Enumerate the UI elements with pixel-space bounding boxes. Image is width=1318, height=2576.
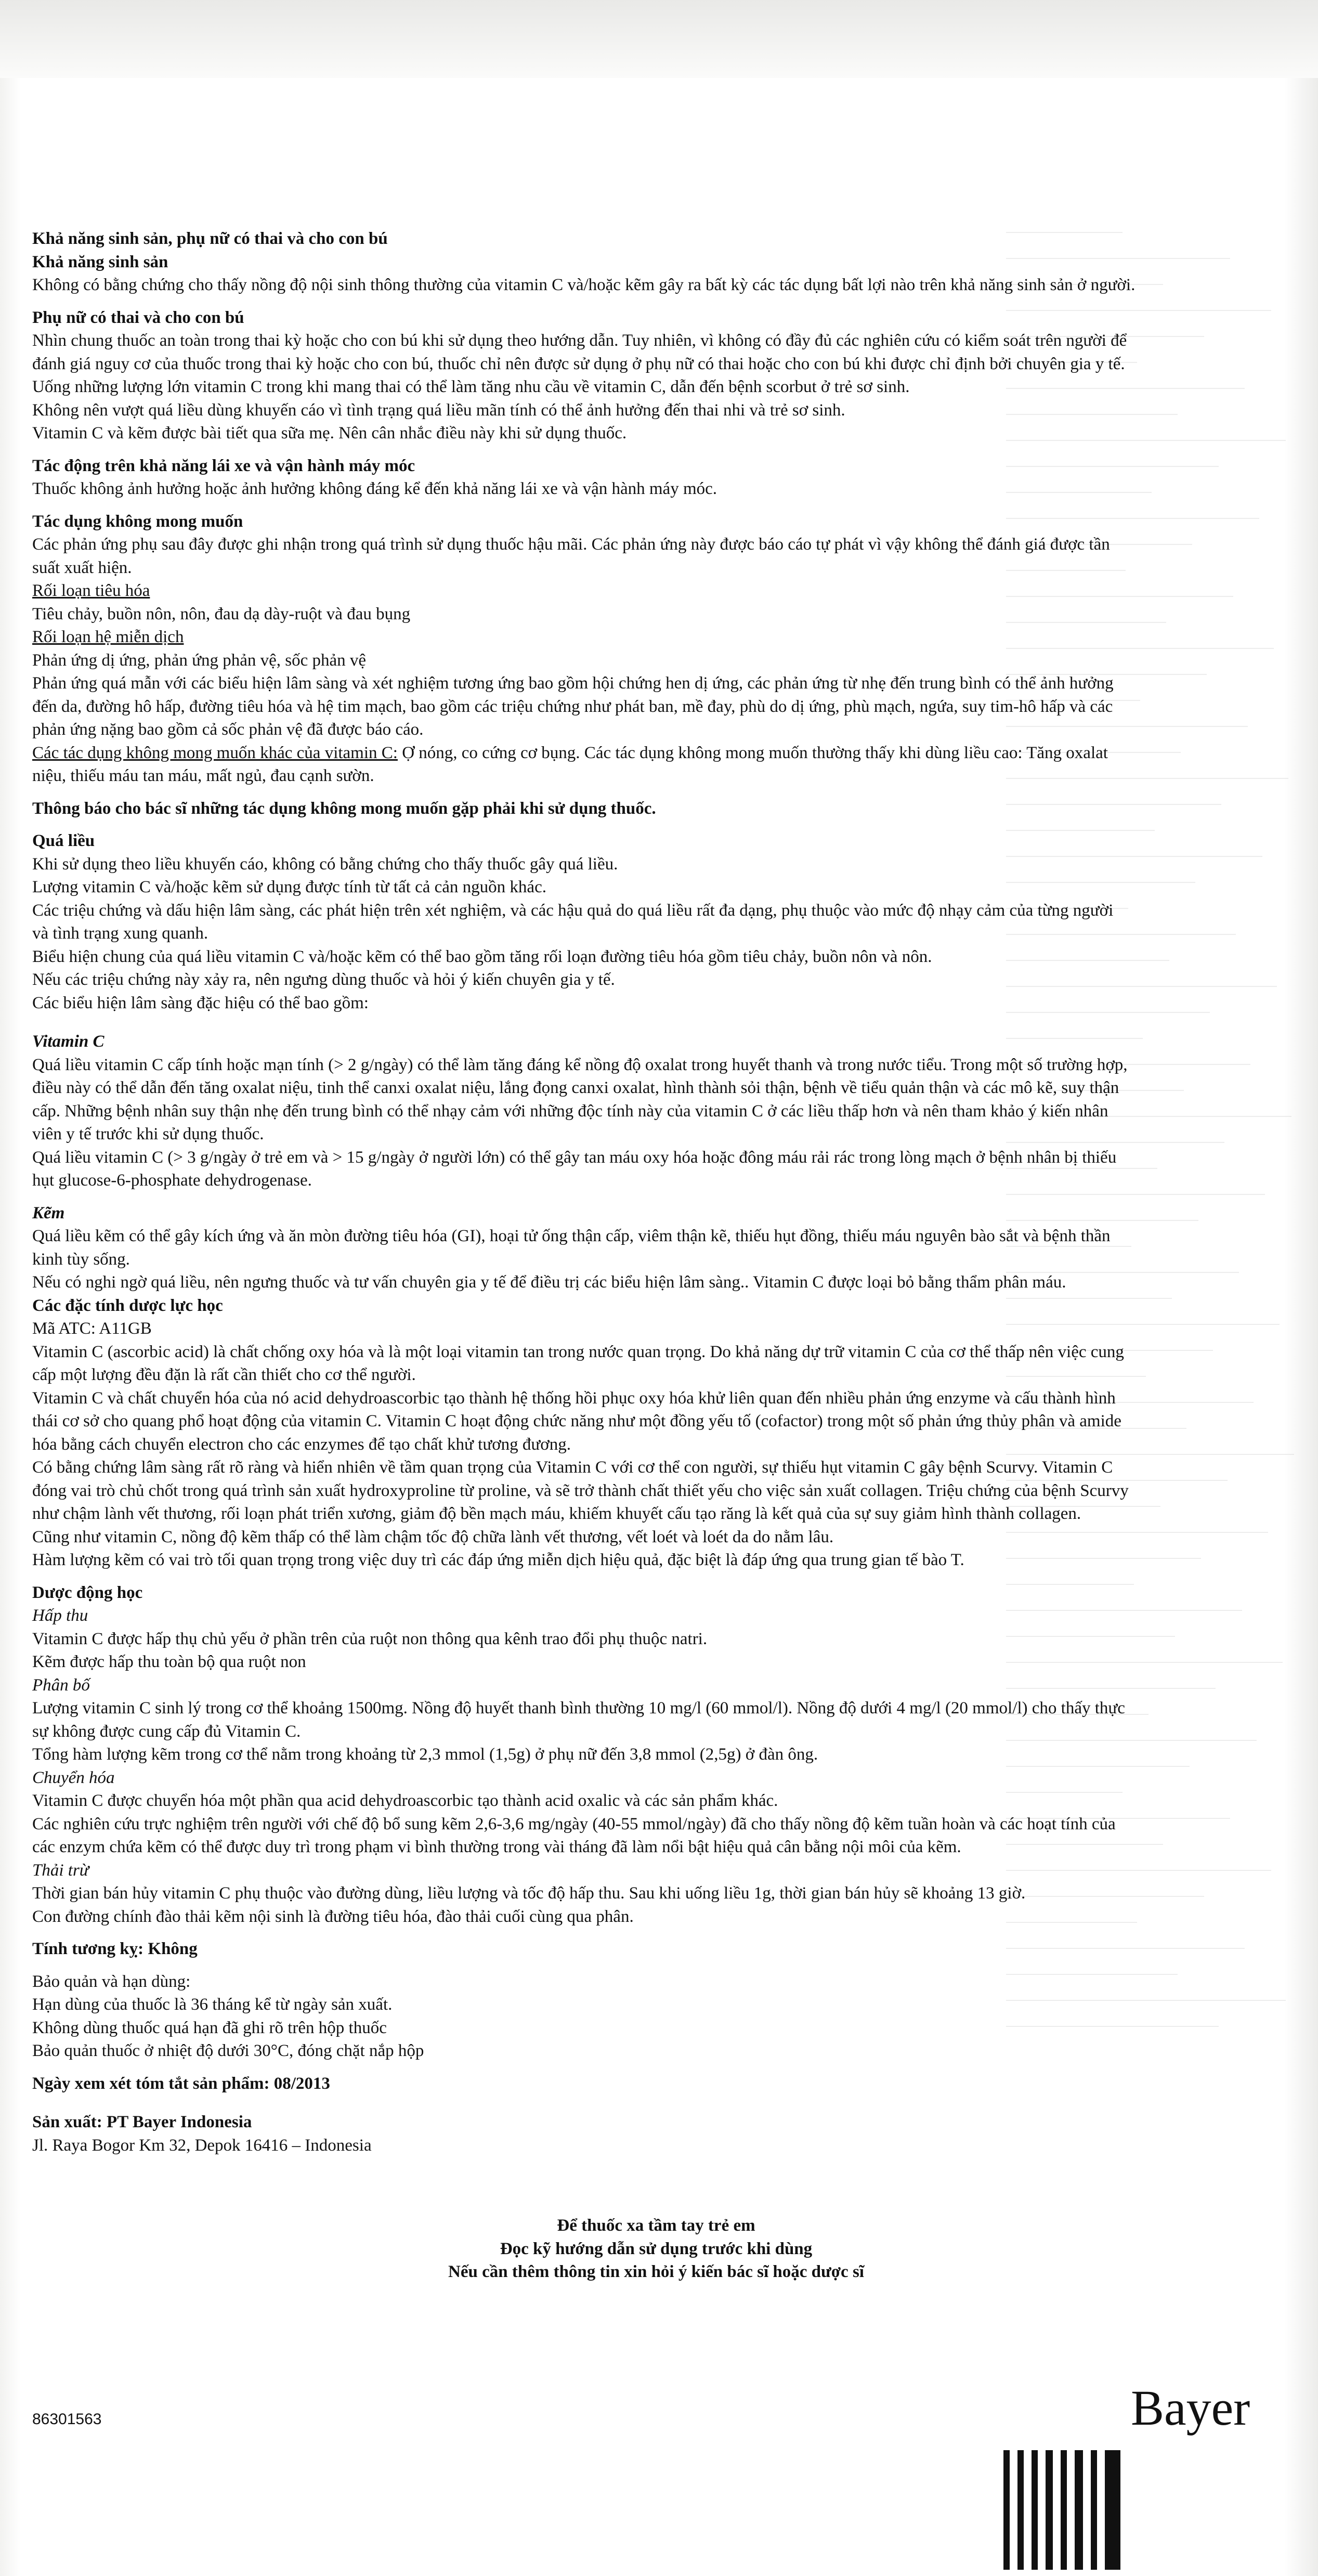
fertility-subtitle: Khả năng sinh sản xyxy=(32,252,168,271)
vitamin-c-line: điều này có thể dẫn đến tăng oxalat niệu, tinh thể canxi oxalat niệu, lắng đọng canxi oxalat, hình thành sỏi thận, bệnh về tiểu quản thận và các mô kẽ, suy thận xyxy=(32,1078,1119,1097)
vitc-side-line2: niệu, thiếu máu tan máu, mất ngủ, đau cạnh sườn. xyxy=(32,766,374,785)
distribution-line: sự không được cung cấp đủ Vitamin C. xyxy=(32,1722,301,1741)
pharmacodynamics-line: hóa bằng cách chuyển electron cho các enzymes để tạo chất khử tương đương. xyxy=(32,1435,571,1454)
vitamin-c-title: Vitamin C xyxy=(32,1032,105,1051)
incompatibility: Tính tương kỵ: Không xyxy=(32,1940,198,1958)
pharmacodynamics-title: Các đặc tính dược lực học xyxy=(32,1296,223,1315)
barcode-icon xyxy=(1003,2450,1128,2570)
overdose-line: Nếu các triệu chứng này xảy ra, nên ngưng dùng thuốc và hỏi ý kiến chuyên gia y tế. xyxy=(32,970,615,989)
storage-line: Bảo quản và hạn dùng: xyxy=(32,1972,191,1991)
top-shade xyxy=(0,0,1318,78)
pregnancy-title: Phụ nữ có thai và cho con bú xyxy=(32,308,244,327)
leaflet-content xyxy=(32,227,1280,2284)
review-date: Ngày xem xét tóm tắt sản phẩm: 08/2013 xyxy=(32,2074,330,2093)
fertility-title: Khả năng sinh sản, phụ nữ có thai và cho con bú xyxy=(32,229,388,248)
overdose-line: Biểu hiện chung của quá liều vitamin C và/hoặc kẽm có thể bao gồm tăng rối loạn đường tiêu hóa gồm tiêu chảy, buồn nôn và nôn. xyxy=(32,947,932,966)
distribution-title: Phân bố xyxy=(32,1675,90,1695)
bayer-logo: Bayer xyxy=(1131,2380,1250,2436)
vitc-side-effects xyxy=(32,741,1280,765)
distribution-line: Lượng vitamin C sinh lý trong cơ thể khoảng 1500mg. Nồng độ huyết thanh bình thường 10 mg/l (60 mmol/l). Nồng độ dưới 4 mg/l (20 mmol/l) cho thấy thực xyxy=(32,1699,1125,1718)
manufacturer-address: Jl. Raya Bogor Km 32, Depok 16416 – Indonesia xyxy=(32,2136,372,2155)
elimination-title: Thải trừ xyxy=(32,1861,89,1880)
warning-line: Nếu cần thêm thông tin xin hỏi ý kiến bác sĩ hoặc dược sĩ xyxy=(448,2262,864,2281)
pregnancy-line: Nhìn chung thuốc an toàn trong thai kỳ hoặc cho con bú khi sử dụng theo hướng dẫn. Tuy nhiên, vì không có đầy đủ các nghiên cứu có kiểm soát trên người để xyxy=(32,331,1127,350)
side-effects-title: Tác dụng không mong muốn xyxy=(32,512,243,531)
warning-line: Đọc kỹ hướng dẫn sử dụng trước khi dùng xyxy=(500,2239,813,2258)
manufacturer: Sản xuất: PT Bayer Indonesia xyxy=(32,2113,252,2131)
absorption-line: Vitamin C được hấp thụ chủ yếu ở phần trên của ruột non thông qua kênh trao đổi phụ thuộc natri. xyxy=(32,1629,708,1648)
overdose-line: Các triệu chứng và dấu hiện lâm sàng, các phát hiện trên xét nghiệm, và các hậu quả do quá liều rất đa dạng, phụ thuộc vào mức độ nhạy cảm của từng người xyxy=(32,901,1114,920)
side-effects-line: Các phản ứng phụ sau đây được ghi nhận trong quá trình sử dụng thuốc hậu mãi. Các phản ứng này được báo cáo tự phát vì vậy không thể đánh giá được tần xyxy=(32,535,1110,554)
gi-disorders-title: Rối loạn tiêu hóa xyxy=(32,581,150,600)
zinc-line: Quá liều kẽm có thể gây kích ứng và ăn mòn đường tiêu hóa (GI), hoại tử ống thận cấp, viêm thận kẽ, thiếu hụt đồng, thiếu máu nguyên bào sắt và bệnh thần xyxy=(32,1227,1111,1245)
storage-line: Hạn dùng của thuốc là 36 tháng kể từ ngày sản xuất. xyxy=(32,1995,393,2014)
driving-text: Thuốc không ảnh hưởng hoặc ảnh hưởng không đáng kể đến khả năng lái xe và vận hành máy móc. xyxy=(32,479,717,498)
zinc-title: Kẽm xyxy=(32,1203,65,1222)
side-effects-line: suất xuất hiện. xyxy=(32,558,132,577)
storage-line: Không dùng thuốc quá hạn đã ghi rõ trên hộp thuốc xyxy=(32,2018,387,2037)
immune-line: đến da, đường hô hấp, đường tiêu hóa và hệ tim mạch, bao gồm các triệu chứng như phát ban, mề đay, phù do dị ứng, phù mạch, ngứa, suy tim-hô hấp và các xyxy=(32,697,1113,716)
pharmacokinetics-title: Dược động học xyxy=(32,1583,143,1602)
pharmacodynamics-line: Vitamin C (ascorbic acid) là chất chống oxy hóa và là một loại vitamin tan trong nước quan trọng. Do khả năng dự trữ vitamin C của cơ thể thấp nên việc cung xyxy=(32,1342,1124,1361)
notify-doctor: Thông báo cho bác sĩ những tác dụng không mong muốn gặp phải khi sử dụng thuốc. xyxy=(32,799,656,818)
pharmacodynamics-line: Vitamin C và chất chuyển hóa của nó acid dehydroascorbic tạo thành hệ thống hồi phục oxy hóa khử liên quan đến nhiều phản ứng enzyme và cấu thành hình xyxy=(32,1388,1116,1408)
pharmacodynamics-line: đóng vai trò chủ chốt trong quá trình sản xuất hydroxyproline từ proline, và sẽ trở thành chất thiết yếu cho việc sản xuất collagen. Triệu chứng của bệnh Scurvy xyxy=(32,1481,1129,1500)
vitamin-c-line: viên y tế trước khi sử dụng thuốc. xyxy=(32,1125,264,1143)
immune-line: phản ứng nặng bao gồm cả sốc phản vệ đã được báo cáo. xyxy=(32,720,424,739)
pharmacodynamics-line: Mã ATC: A11GB xyxy=(32,1319,152,1338)
immune-line: Phản ứng quá mẫn với các biểu hiện lâm sàng và xét nghiệm tương ứng bao gồm hội chứng hen dị ứng, các phản ứng từ nhẹ đến trung bình có thể ảnh hưởng xyxy=(32,674,1114,693)
vitamin-c-line: Quá liều vitamin C (> 3 g/ngày ở trẻ em và > 15 g/ngày ở người lớn) có thể gây tan máu oxy hóa hoặc đông máu rải rác trong lòng mạch ở bệnh nhân bị thiếu xyxy=(32,1148,1117,1167)
pharmacodynamics-line: Cũng như vitamin C, nồng độ kẽm thấp có thể làm chậm tốc độ chữa lành vết thương, vết loét và loét da do nằm lâu. xyxy=(32,1527,834,1546)
overdose-line: Khi sử dụng theo liều khuyến cáo, không có bằng chứng cho thấy thuốc gây quá liều. xyxy=(32,854,618,874)
overdose-line: Lượng vitamin C và/hoặc kẽm sử dụng được tính từ tất cả cản nguồn khác. xyxy=(32,878,546,896)
overdose-line: Các biểu hiện lâm sàng đặc hiệu có thể bao gồm: xyxy=(32,993,369,1012)
elimination-line: Con đường chính đào thải kẽm nội sinh là đường tiêu hóa, đào thải cuối cùng qua phân. xyxy=(32,1907,634,1926)
metabolism-title: Chuyển hóa xyxy=(32,1768,115,1787)
metabolism-line: Các nghiên cứu trực nghiệm trên người với chế độ bổ sung kẽm 2,6-3,6 mg/ngày (40-55 mmol/ngày) đã cho thấy nồng độ kẽm tuần hoàn và các hoạt tính của xyxy=(32,1814,1116,1833)
elimination-line: Thời gian bán hủy vitamin C phụ thuộc vào đường dùng, liều lượng và tốc độ hấp thu. Sau khi uống liều 1g, thời gian bán hủy sẽ khoảng 13 giờ. xyxy=(32,1884,1026,1903)
overdose-title: Quá liều xyxy=(32,831,95,850)
pregnancy-line: Không nên vượt quá liều dùng khuyến cáo vì tình trạng quá liều mãn tính có thể ảnh hưởng đến thai nhi và trẻ sơ sinh. xyxy=(32,400,845,420)
pregnancy-line: Vitamin C và kẽm được bài tiết qua sữa mẹ. Nên cân nhắc điều này khi sử dụng thuốc. xyxy=(32,424,627,443)
vitamin-c-line: cấp. Những bệnh nhân suy thận nhẹ đến trung bình có thể nhạy cảm với những độc tính này của vitamin C ở các liều thấp hơn và nên tham khảo ý kiến nhân xyxy=(32,1101,1108,1121)
driving-title: Tác động trên khả năng lái xe và vận hành máy móc xyxy=(32,456,415,475)
vitc-side-label: Các tác dụng không mong muốn khác của vitamin C: xyxy=(32,743,398,762)
distribution-line: Tổng hàm lượng kẽm trong cơ thể nằm trong khoảng từ 2,3 mmol (1,5g) ở phụ nữ đến 3,8 mmol (2,5g) ở đàn ông. xyxy=(32,1745,818,1764)
immune-disorders-text: Phản ứng dị ứng, phản ứng phản vệ, sốc phản vệ xyxy=(32,650,367,670)
metabolism-line: các enzym chứa kẽm có thể được duy trì trong phạm vi bình thường trong vài tháng đã làm nổi bật hiệu quả cân bằng nội môi của kẽm. xyxy=(32,1838,961,1856)
vitc-side-text: Ợ nóng, co cứng cơ bụng. Các tác dụng không mong muốn thường thấy khi dùng liều cao: Tăng oxalat xyxy=(397,743,1108,762)
absorption-title: Hấp thu xyxy=(32,1606,88,1625)
absorption-line: Kẽm được hấp thu toàn bộ qua ruột non xyxy=(32,1653,306,1671)
gi-disorders-text: Tiêu chảy, buồn nôn, nôn, đau dạ dày-ruột và đau bụng xyxy=(32,604,411,623)
pharmacodynamics-line: thái cơ sở cho quang phổ hoạt động của vitamin C. Vitamin C hoạt động chức năng như một đồng yếu tố (cofactor) trong một số phản ứng thủy phân và amide xyxy=(32,1412,1121,1430)
pharmacodynamics-line: Hàm lượng kẽm có vai trò tối quan trọng trong việc duy trì các đáp ứng miễn dịch hiệu quả, đặc biệt là đáp ứng qua trung gian tế bào T. xyxy=(32,1551,964,1569)
pharmacodynamics-line: Có bằng chứng lâm sàng rất rõ ràng và hiển nhiên về tầm quan trọng của Vitamin C với cơ thể con người, sự thiếu hụt vitamin C gây bệnh Scurvy. Vitamin C xyxy=(32,1458,1113,1477)
warning-line: Để thuốc xa tầm tay trẻ em xyxy=(557,2216,755,2235)
overdose-line: và tình trạng xung quanh. xyxy=(32,924,208,943)
storage-line: Bảo quản thuốc ở nhiệt độ dưới 30°C, đóng chặt nắp hộp xyxy=(32,2041,424,2060)
zinc-line: Nếu có nghi ngờ quá liều, nên ngưng thuốc và tư vấn chuyên gia y tế để điều trị các biểu hiện lâm sàng.. Vitamin C được loại bỏ bằng thẩm phân máu. xyxy=(32,1273,1066,1292)
pharmacodynamics-line: như chậm lành vết thương, rối loạn phát triển xương, giảm độ bền mạch máu, khiếm khuyết cấu tạo răng là kết quả của sự suy giảm hình thành collagen. xyxy=(32,1504,1081,1523)
pharmacodynamics-line: cấp một lượng đều đặn là rất cần thiết cho cơ thể người. xyxy=(32,1365,416,1384)
immune-disorders-title: Rối loạn hệ miễn dịch xyxy=(32,628,184,646)
pregnancy-line: đánh giá nguy cơ của thuốc trong thai kỳ hoặc cho con bú, thuốc chỉ nên được sử dụng ở phụ nữ có thai hoặc cho con bú khi được chỉ định bởi chuyên gia y tế. xyxy=(32,354,1125,373)
fertility-text: Không có bằng chứng cho thấy nồng độ nội sinh thông thường của vitamin C và/hoặc kẽm gây ra bất kỳ các tác dụng bất lợi nào trên khả năng sinh sản ở người. xyxy=(32,276,1136,294)
metabolism-line: Vitamin C được chuyển hóa một phần qua acid dehydroascorbic tạo thành acid oxalic và các sản phẩm khác. xyxy=(32,1791,778,1810)
vitamin-c-line: Quá liều vitamin C cấp tính hoặc mạn tính (> 2 g/ngày) có thể làm tăng đáng kể nồng độ oxalat trong huyết thanh và trong nước tiểu. Trong một số trường hợp, xyxy=(32,1055,1128,1074)
vitamin-c-line: hụt glucose-6-phosphate dehydrogenase. xyxy=(32,1171,312,1190)
pregnancy-line: Uống những lượng lớn vitamin C trong khi mang thai có thể làm tăng nhu cầu về vitamin C, dẫn đến bệnh scorbut ở trẻ sơ sinh. xyxy=(32,378,910,396)
product-code: 86301563 xyxy=(32,2411,102,2428)
zinc-line: kinh tùy sống. xyxy=(32,1250,130,1269)
